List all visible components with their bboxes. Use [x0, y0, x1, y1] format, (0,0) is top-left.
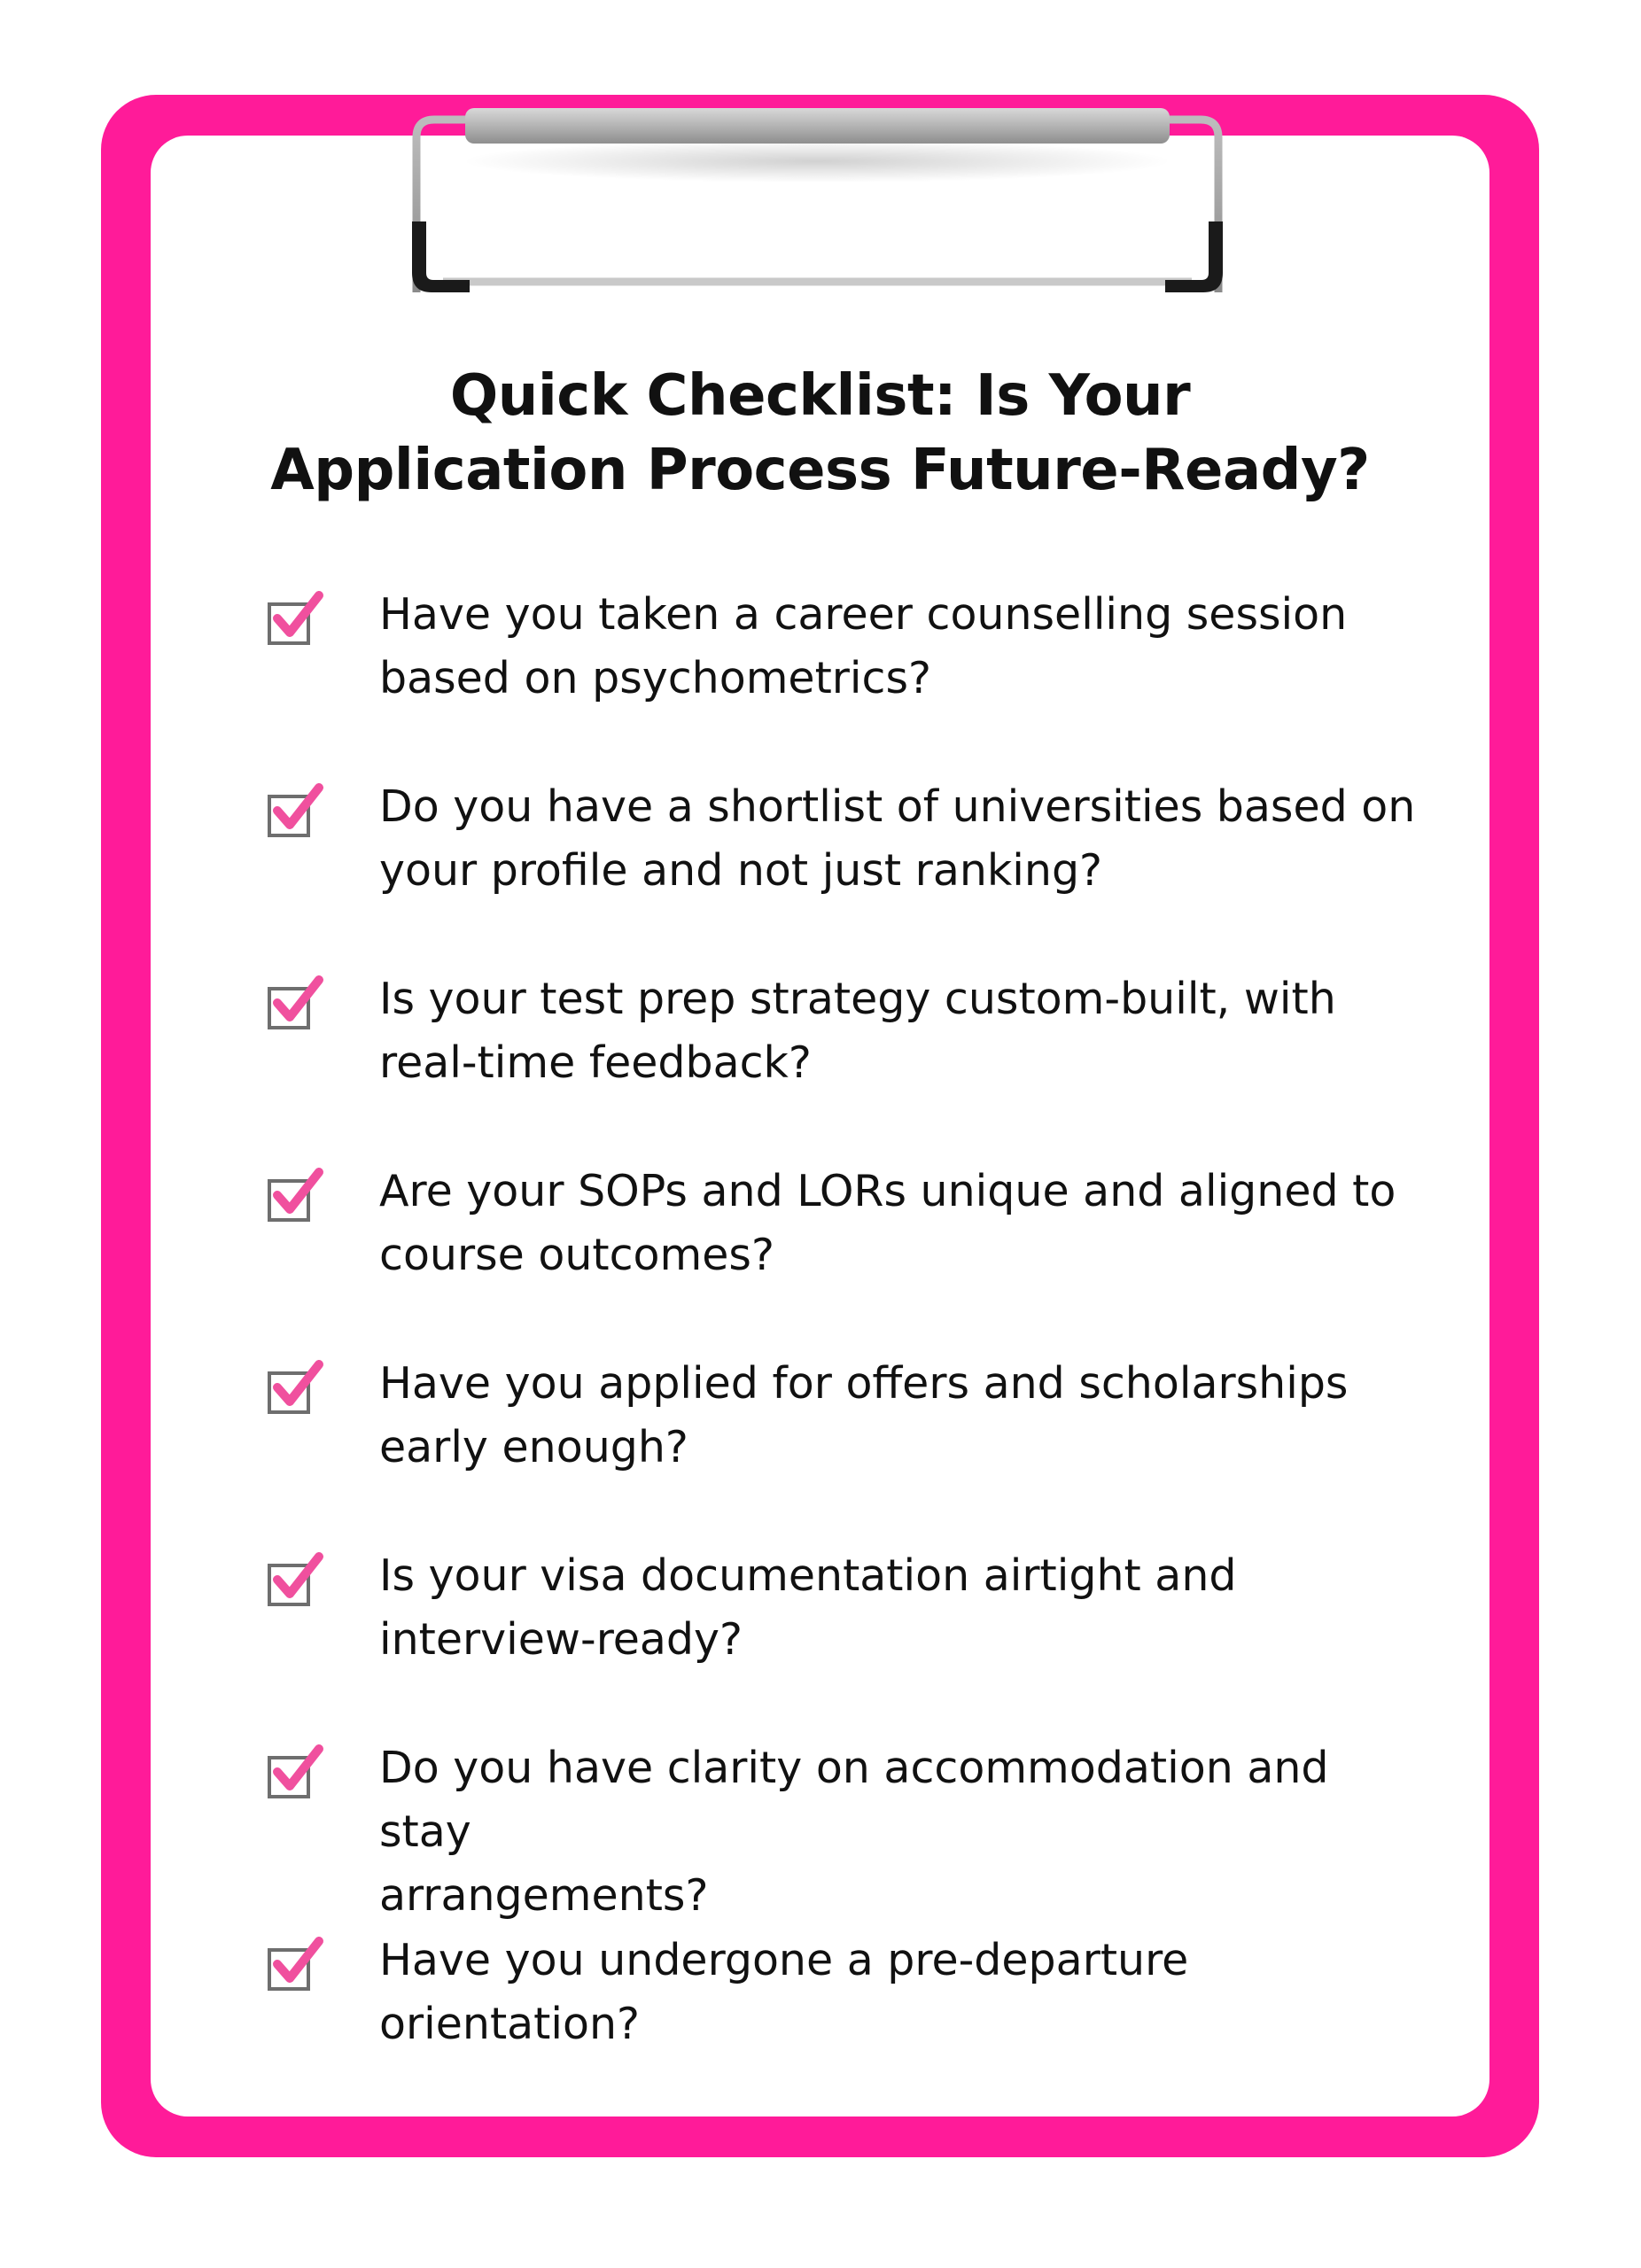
checklist-item-text [379, 1352, 1416, 1480]
checklist-item-line-2: real-time feedback? [379, 1037, 812, 1088]
checklist-item-line-1: Is your visa documentation airtight and [379, 1550, 1237, 1601]
checklist-item [266, 1736, 1418, 1929]
checklist-item-text [379, 583, 1416, 711]
checklist-item-text [379, 1544, 1416, 1672]
checklist-item-line-1: Are your SOPs and LORs unique and aligned to [379, 1166, 1396, 1216]
page-title-line-1: Quick Checklist: Is Your [449, 363, 1191, 429]
checklist-item-text [379, 1160, 1416, 1287]
checklist-item-line-2: based on psychometrics? [379, 653, 932, 703]
checklist-item [266, 775, 1418, 967]
checklist-item [266, 1160, 1418, 1352]
checklist-item [266, 1544, 1418, 1736]
checklist-item-line-2: interview-ready? [379, 1614, 743, 1665]
checkbox-checked-icon[interactable] [266, 586, 328, 649]
checklist-item [266, 1929, 1418, 2121]
checklist-item-line-2: orientation? [379, 1999, 641, 2049]
checklist-item-line-1: Is your test prep strategy custom-built, with [379, 974, 1336, 1024]
checklist-item [266, 967, 1418, 1160]
checkbox-checked-icon[interactable] [266, 1355, 328, 1418]
checklist-item-line-1: Have you taken a career counselling session [379, 589, 1348, 640]
checklist-item-line-2: course outcomes? [379, 1230, 774, 1280]
checklist-item [266, 1352, 1418, 1544]
checklist-item-text [379, 1929, 1416, 2056]
checklist-item-line-1: Have you undergone a pre-departure [379, 1935, 1189, 1985]
checkbox-checked-icon[interactable] [266, 1740, 328, 1802]
clipboard-clip-icon [403, 106, 1232, 301]
checklist-item-line-1: Have you applied for offers and scholarships [379, 1358, 1349, 1409]
page-title-line-2: Application Process Future-Ready? [270, 438, 1370, 503]
checkbox-checked-icon[interactable] [266, 1548, 328, 1610]
checklist-item [266, 583, 1418, 775]
checkbox-checked-icon[interactable] [266, 1932, 328, 1994]
checklist-item-line-2: early enough? [379, 1422, 688, 1472]
page-title [151, 359, 1489, 508]
checkbox-checked-icon[interactable] [266, 1163, 328, 1225]
checkbox-checked-icon[interactable] [266, 971, 328, 1033]
checklist-item-text [379, 775, 1416, 903]
checklist-item-line-1: Do you have clarity on accommodation and stay [379, 1743, 1329, 1857]
checklist [266, 583, 1418, 2121]
checklist-item-line-1: Do you have a shortlist of universities based on [379, 781, 1416, 832]
checklist-item-text [379, 1736, 1416, 1928]
checklist-item-text [379, 967, 1416, 1095]
checkbox-checked-icon[interactable] [266, 779, 328, 841]
checklist-item-line-2: your profile and not just ranking? [379, 845, 1103, 896]
checklist-item-line-2: arrangements? [379, 1870, 709, 1921]
